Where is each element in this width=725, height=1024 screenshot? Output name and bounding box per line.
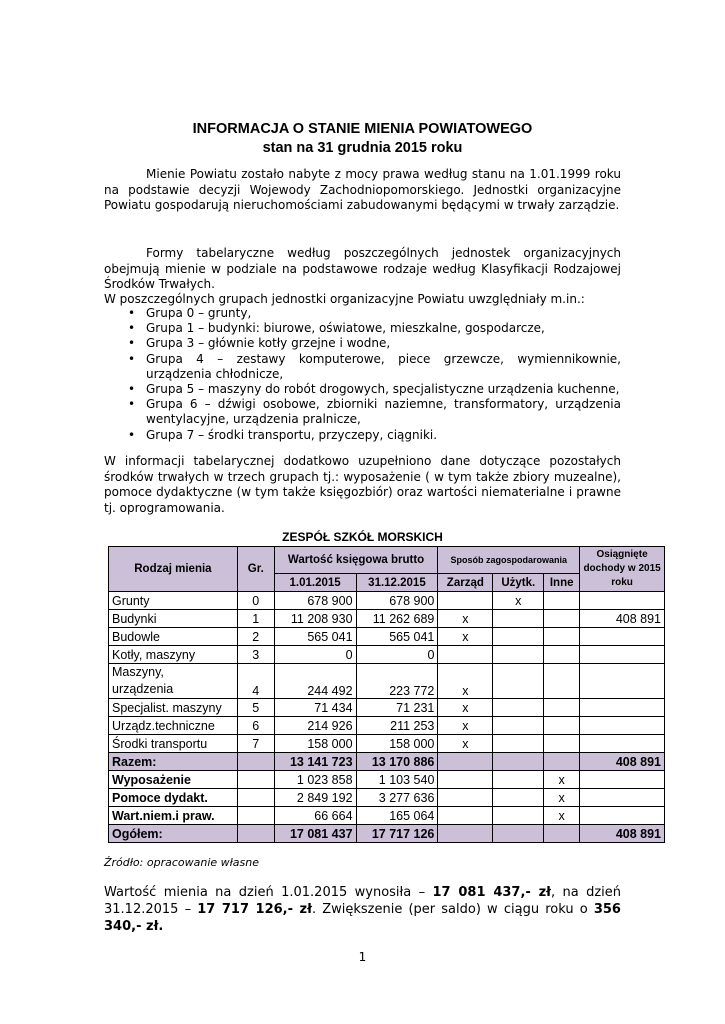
row-name: Budynki xyxy=(109,610,238,628)
row-inne xyxy=(544,592,580,610)
row-zarzad: x xyxy=(438,610,493,628)
bullet-icon: • xyxy=(128,336,136,351)
intro-text: Mienie Powiatu zostało nabyte z mocy prawa według stanu na 1.01.1999 roku na podstawie decyzji Wojewody Zachodniopomorskiego. Jednostki organizacyjne Powiatu gospodarują nieruchomościami zabudowanymi będącymi w trwały zarządzie. xyxy=(104,167,621,212)
header-wartosc: Wartość księgowa brutto xyxy=(274,547,438,574)
summary-text-a: Wartość mienia na dzień 1.01.2015 wynosiła – xyxy=(104,885,426,900)
row-group: 1 xyxy=(237,610,274,628)
total-value-start: 17 081 437 xyxy=(274,825,356,843)
row-income xyxy=(580,592,665,610)
list-item xyxy=(104,428,621,443)
row-income xyxy=(580,646,665,664)
header-rodzaj: Rodzaj mienia xyxy=(109,547,238,592)
list-item xyxy=(104,336,621,351)
row-zarzad: x xyxy=(438,717,493,735)
table-row xyxy=(109,646,665,664)
header-date-end: 31.12.2015 xyxy=(356,574,438,592)
row-value-end: 1 103 540 xyxy=(356,771,438,789)
row-name-line2: urządzenia xyxy=(112,682,174,696)
groups-intro: W poszczególnych grupach jednostki organizacyjne Powiatu uwzględniały m.in.: xyxy=(104,292,585,306)
row-inne xyxy=(544,717,580,735)
property-table xyxy=(108,546,665,843)
row-value-start: 11 208 930 xyxy=(274,610,356,628)
list-item xyxy=(104,352,621,382)
total-income: 408 891 xyxy=(580,825,665,843)
row-inne xyxy=(544,610,580,628)
header-zarzad: Zarząd xyxy=(438,574,493,592)
row-value-start: 678 900 xyxy=(274,592,356,610)
header-dochody: Osiągnięte dochody w 2015 roku xyxy=(580,547,665,592)
row-value-end: 223 772 xyxy=(356,664,438,699)
table-row xyxy=(109,610,665,628)
total-row xyxy=(109,825,665,843)
table-row xyxy=(109,789,665,807)
row-zarzad: x xyxy=(438,628,493,646)
row-inne: x xyxy=(544,789,580,807)
page-number: 1 xyxy=(358,950,367,964)
forms-text: Formy tabelaryczne według poszczególnych jednostek organizacyjnych obejmują mienie w podziale na podstawowe rodzaje według Klasyfikacji Rodzajowej Środków Trwałych. xyxy=(104,246,621,291)
row-value-start: 214 926 xyxy=(274,717,356,735)
bullet-icon: • xyxy=(128,306,136,320)
total-label: Ogółem: xyxy=(109,825,238,843)
row-group: 6 xyxy=(237,717,274,735)
bullet-icon: • xyxy=(128,321,136,336)
table-caption: ZESPÓŁ SZKÓŁ MORSKICH xyxy=(282,530,443,544)
row-uzytk xyxy=(493,717,544,735)
row-value-end: 3 277 636 xyxy=(356,789,438,807)
list-item-text: Grupa 7 – środki transportu, przyczepy, ciągniki. xyxy=(146,427,438,442)
row-income xyxy=(580,664,665,699)
row-name: Kotły, maszyny xyxy=(109,646,238,664)
document-title: INFORMACJA O STANIE MIENIA POWIATOWEGO xyxy=(192,121,533,137)
summary-value-start: 17 081 437,- zł xyxy=(432,885,551,900)
row-uzytk xyxy=(493,610,544,628)
row-name: Środki transportu xyxy=(109,735,238,753)
table-row xyxy=(109,717,665,735)
list-item-text: Grupa 5 – maszyny do robót drogowych, specjalistyczne urządzenia kuchenne, xyxy=(146,382,620,397)
list-item-text: Grupa 0 – grunty, xyxy=(146,306,252,320)
table-row xyxy=(109,771,665,789)
summary-text-c: , na dzień 31.12.2015 – xyxy=(104,885,622,917)
intro-paragraph xyxy=(104,167,621,214)
row-group: 2 xyxy=(237,628,274,646)
row-value-end: 565 041 xyxy=(356,628,438,646)
document-subtitle: stan na 31 grudnia 2015 roku xyxy=(262,140,463,156)
list-item xyxy=(104,382,621,397)
row-value-start: 71 434 xyxy=(274,699,356,717)
row-group: 4 xyxy=(237,664,274,699)
row-zarzad xyxy=(438,646,493,664)
row-value-end: 678 900 xyxy=(356,592,438,610)
table-row xyxy=(109,592,665,610)
list-item xyxy=(104,306,621,321)
header-gr: Gr. xyxy=(237,547,274,592)
summary-paragraph xyxy=(104,884,621,935)
row-uzytk xyxy=(493,628,544,646)
row-inne xyxy=(544,735,580,753)
row-name xyxy=(109,664,238,699)
row-income: 408 891 xyxy=(580,610,665,628)
row-value-end: 11 262 689 xyxy=(356,610,438,628)
row-value-end: 71 231 xyxy=(356,699,438,717)
row-name: Budowle xyxy=(109,628,238,646)
row-name: Specjalist. maszyny xyxy=(109,699,238,717)
row-income xyxy=(580,628,665,646)
bullet-icon: • xyxy=(128,382,136,397)
row-inne xyxy=(544,628,580,646)
subtotal-row xyxy=(109,753,665,771)
row-inne xyxy=(544,664,580,699)
table-row xyxy=(109,699,665,717)
row-group: 3 xyxy=(237,646,274,664)
row-inne xyxy=(544,699,580,717)
bullet-icon: • xyxy=(128,351,136,366)
row-value-start: 2 849 192 xyxy=(274,789,356,807)
subtotal-value-end: 13 170 886 xyxy=(356,753,438,771)
row-name-line1: Maszyny, xyxy=(112,665,164,679)
row-uzytk xyxy=(493,699,544,717)
row-value-start: 565 041 xyxy=(274,628,356,646)
row-name: Wyposażenie xyxy=(109,771,238,789)
table-row xyxy=(109,735,665,753)
row-uzytk xyxy=(493,646,544,664)
list-item-text: Grupa 6 – dźwigi osobowe, zbiorniki naziemne, transformatory, urządzenia wentylacyjne, urządzenia pralnicze, xyxy=(146,397,621,427)
summary-value-end: 17 717 126,- zł xyxy=(197,902,312,917)
row-value-start: 66 664 xyxy=(274,807,356,825)
header-uzytk: Użytk. xyxy=(493,574,544,592)
row-zarzad: x xyxy=(438,735,493,753)
row-name: Wart.niem.i praw. xyxy=(109,807,238,825)
row-inne xyxy=(544,646,580,664)
additional-info-paragraph: W informacji tabelarycznej dodatkowo uzupełniono dane dotyczące pozostałych środków trwałych w trzech grupach tj.: wyposażenie ( w tym także zbiory muzealne), pomoce dydaktyczne (w tym także księgozbiór) oraz wartości niematerialne i prawne tj. oprogramowania. xyxy=(104,454,621,515)
table-row xyxy=(109,664,665,699)
row-uzytk xyxy=(493,735,544,753)
row-value-end: 0 xyxy=(356,646,438,664)
row-zarzad xyxy=(438,592,493,610)
row-group: 7 xyxy=(237,735,274,753)
header-date-start: 1.01.2015 xyxy=(274,574,356,592)
row-income xyxy=(580,699,665,717)
row-uzytk xyxy=(493,664,544,699)
summary-increase: 356 340,- zł. xyxy=(104,902,621,934)
list-item-text: Grupa 4 – zestawy komputerowe, piece grzewcze, wymiennikownie, urządzenia chłodnicze, xyxy=(146,351,621,381)
row-name: Urządz.techniczne xyxy=(109,717,238,735)
row-value-start: 158 000 xyxy=(274,735,356,753)
forms-paragraph xyxy=(104,246,621,293)
row-inne: x xyxy=(544,771,580,789)
total-value-end: 17 717 126 xyxy=(356,825,438,843)
list-item-text: Grupa 3 – głównie kotły grzejne i wodne, xyxy=(146,336,391,351)
row-value-end: 211 253 xyxy=(356,717,438,735)
table-row xyxy=(109,628,665,646)
subtotal-label: Razem: xyxy=(109,753,238,771)
header-inne: Inne xyxy=(544,574,580,592)
bullet-icon: • xyxy=(128,397,136,412)
row-inne: x xyxy=(544,807,580,825)
list-item xyxy=(104,397,621,427)
list-item xyxy=(104,321,621,336)
table-row xyxy=(109,807,665,825)
header-sposob: Sposób zagospodarowania xyxy=(438,547,580,574)
subtotal-value-start: 13 141 723 xyxy=(274,753,356,771)
table-source: Źródło: opracowanie własne xyxy=(104,856,260,869)
groups-list xyxy=(104,306,621,443)
row-income xyxy=(580,735,665,753)
row-value-start: 0 xyxy=(274,646,356,664)
row-uzytk: x xyxy=(493,592,544,610)
row-value-start: 244 492 xyxy=(274,664,356,699)
row-name: Grunty xyxy=(109,592,238,610)
row-group: 0 xyxy=(237,592,274,610)
row-name: Pomoce dydakt. xyxy=(109,789,238,807)
row-zarzad: x xyxy=(438,664,493,699)
row-value-end: 165 064 xyxy=(356,807,438,825)
row-value-start: 1 023 858 xyxy=(274,771,356,789)
row-value-end: 158 000 xyxy=(356,735,438,753)
summary-text-e: . Zwiększenie (per saldo) w ciągu roku o xyxy=(311,902,588,917)
list-item-text: Grupa 1 – budynki: biurowe, oświatowe, mieszkalne, gospodarcze, xyxy=(146,321,545,336)
subtotal-income: 408 891 xyxy=(580,753,665,771)
row-income xyxy=(580,717,665,735)
row-group: 5 xyxy=(237,699,274,717)
row-zarzad: x xyxy=(438,699,493,717)
bullet-icon: • xyxy=(128,427,136,442)
